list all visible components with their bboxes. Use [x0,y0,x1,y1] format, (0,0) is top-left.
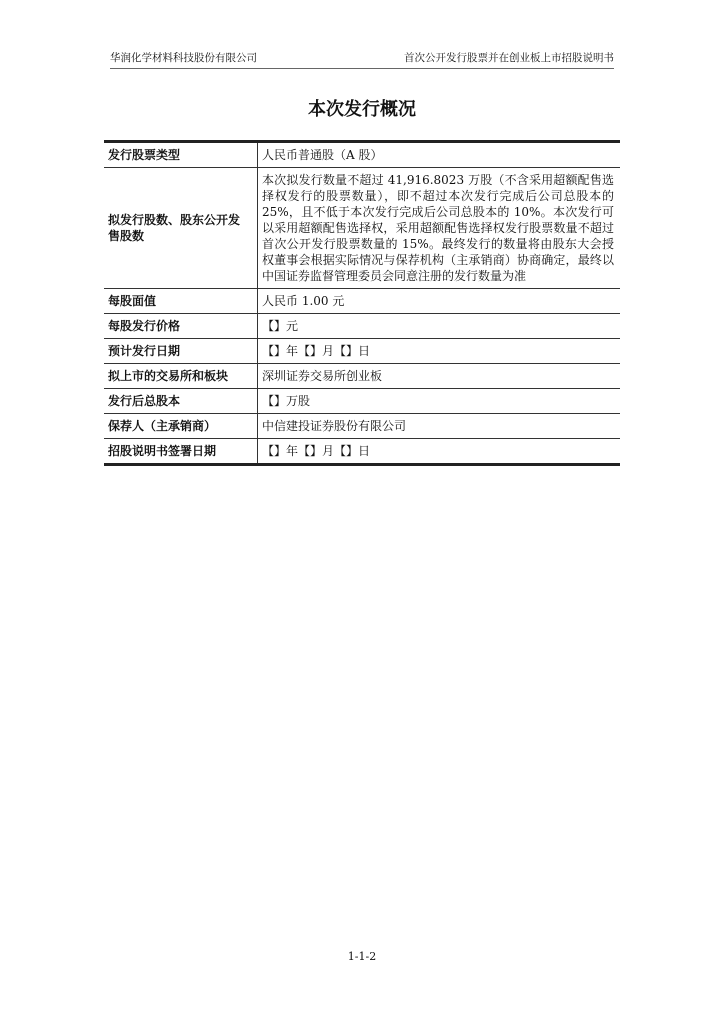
row-label: 拟发行股数、股东公开发售股数 [104,168,258,289]
table-row [104,168,620,289]
row-value: 【】元 [258,314,621,339]
row-label: 拟上市的交易所和板块 [104,364,258,389]
page-number: 1-1-2 [347,950,377,963]
header-company: 华润化学材料科技股份有限公司 [110,52,257,64]
row-label: 每股面值 [104,289,258,314]
page-header [110,50,614,69]
row-value: 【】年【】月【】日 [258,339,621,364]
table-row [104,289,620,314]
row-label: 发行后总股本 [104,389,258,414]
row-label: 每股发行价格 [104,314,258,339]
table-row [104,142,620,168]
table-row [104,364,620,389]
row-label: 发行股票类型 [104,142,258,168]
table-row [104,439,620,465]
row-value: 人民币普通股（A 股） [258,142,621,168]
row-value: 本次拟发行数量不超过 41,916.8023 万股（不含采用超额配售选择权发行的股票数量），即不超过本次发行完成后公司总股本的25%，且不低于本次发行完成后公司总股本的 10%。本次发行可以采用超额配售选择权，采用超额配售选择权发行股票数量不超过首次公开发行股票数量的 15%。最终发行的数量将由股东大会授权董事会根据实际情况与保荐机构（主承销商）协商确定，最终以中国证券监督管理委员会同意注册的发行数量为准 [258,168,621,289]
row-value: 【】万股 [258,389,621,414]
row-value: 深圳证券交易所创业板 [258,364,621,389]
table-row [104,339,620,364]
row-label: 招股说明书签署日期 [104,439,258,465]
table-row [104,389,620,414]
row-label: 保荐人（主承销商） [104,414,258,439]
row-value: 【】年【】月【】日 [258,439,621,465]
table-row [104,314,620,339]
offering-summary-table [104,140,620,466]
table-row [104,414,620,439]
header-document-title: 首次公开发行股票并在创业板上市招股说明书 [404,52,614,64]
row-label: 预计发行日期 [104,339,258,364]
row-value: 人民币 1.00 元 [258,289,621,314]
row-value: 中信建投证券股份有限公司 [258,414,621,439]
page-title: 本次发行概况 [308,99,416,120]
